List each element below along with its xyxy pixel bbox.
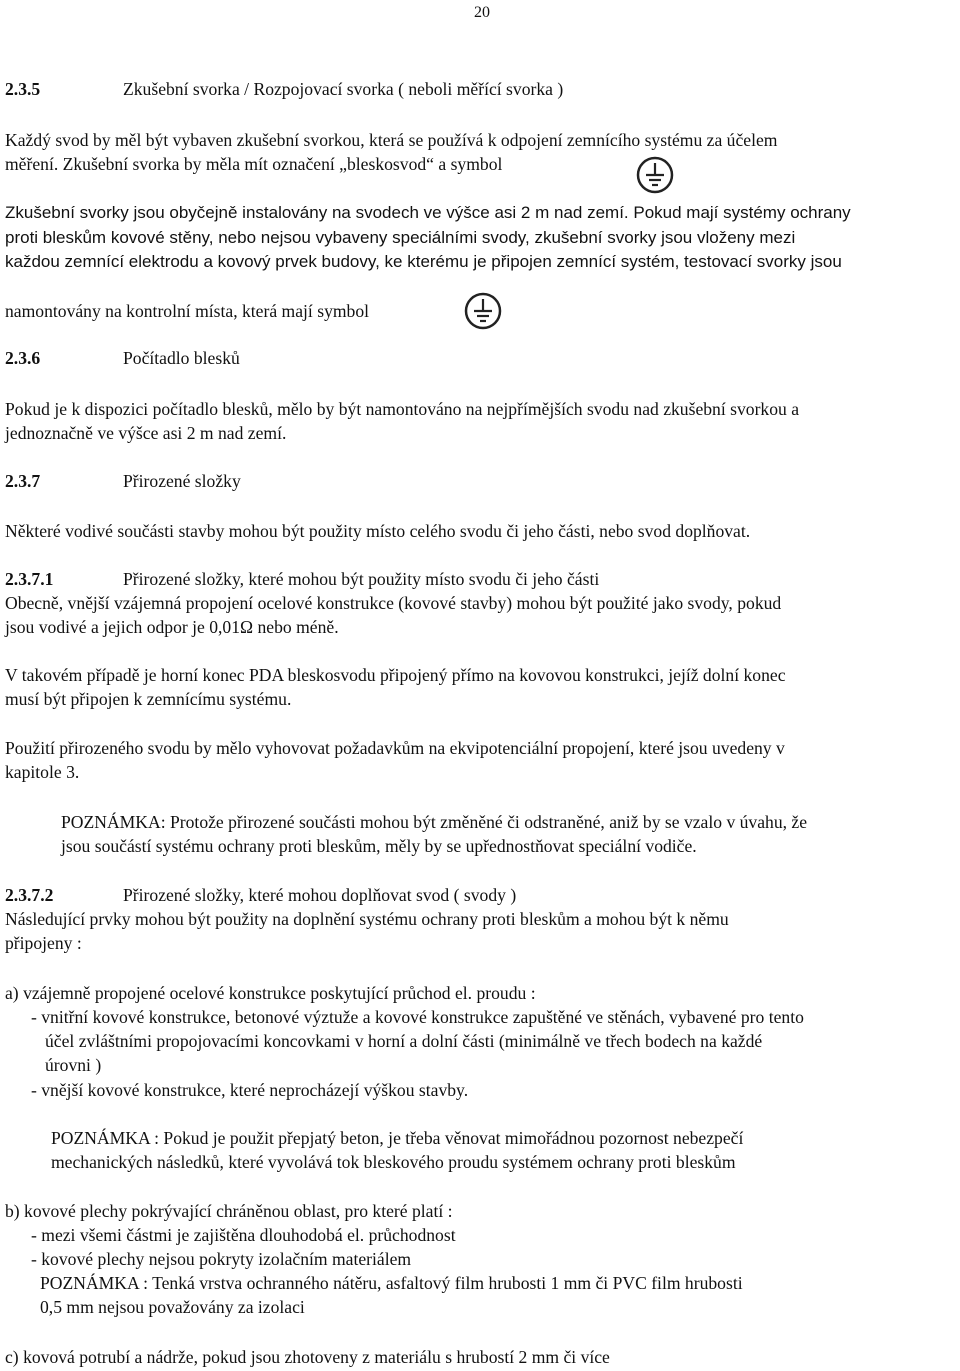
- paragraph-line: jsou vodivé a jejich odpor je 0,01Ω nebo méně.: [5, 617, 339, 637]
- note-line: POZNÁMKA : Tenká vrstva ochranného nátěru, asfaltový film hrubosti 1 mm či PVC film hrubosti: [40, 1273, 743, 1293]
- section-number: 2.3.7.1: [5, 569, 54, 589]
- earth-ground-symbol-icon: [462, 291, 504, 331]
- paragraph-line: kapitole 3.: [5, 762, 80, 782]
- paragraph-line: Každý svod by měl být vybaven zkušební svorkou, která se používá k odpojení zemnícího systému za účelem: [5, 130, 778, 150]
- paragraph-line: měření. Zkušební svorka by měla mít označení „bleskosvod“ a symbol: [5, 154, 503, 174]
- list-subitem: - vnitřní kovové konstrukce, betonové výztuže a kovové konstrukce zapuštěné ve stěnách, vybavené pro tento: [31, 1007, 804, 1027]
- note-line: jsou součástí systému ochrany proti bleskům, měly by se upřednostňovat speciální vodiče.: [61, 836, 697, 856]
- list-subitem: - mezi všemi částmi je zajištěna dlouhodobá el. průchodnost: [31, 1225, 456, 1245]
- note-line: POZNÁMKA : Pokud je použit přepjatý beton, je třeba věnovat mimořádnou pozornost nebezpečí: [51, 1128, 744, 1148]
- paragraph-line: V takovém případě je horní konec PDA bleskosvodu připojený přímo na kovovou konstrukci, jejíž dolní konec: [5, 665, 786, 685]
- paragraph-line: Pokud je k dispozici počítadlo blesků, mělo by být namontováno na nejpřímějších svodu nad zkušební svorkou a: [5, 399, 800, 419]
- page-number: 20: [474, 4, 490, 21]
- list-subitem: účel zvláštními propojovacími koncovkami v horní a dolní části (minimálně ve třech bodech na každé: [45, 1031, 763, 1051]
- section-number: 2.3.7.2: [5, 885, 54, 905]
- section-title: Zkušební svorka / Rozpojovací svorka ( neboli měřící svorka ): [123, 79, 564, 99]
- paragraph-line: Obecně, vnější vzájemná propojení ocelové konstrukce (kovové stavby) mohou být použité jako svody, pokud: [5, 593, 782, 613]
- paragraph-line: připojeny :: [5, 933, 82, 953]
- note-line: 0,5 mm nejsou považovány za izolaci: [40, 1297, 305, 1317]
- section-number: 2.3.6: [5, 348, 41, 368]
- list-subitem: úrovni ): [45, 1055, 102, 1075]
- paragraph-line: musí být připojen k zemnícímu systému.: [5, 689, 292, 709]
- paragraph-line: proti bleskům kovové stěny, nebo nejsou vybaveny speciálními svody, zkušební svorky jsou vloženy mezi: [5, 228, 796, 247]
- section-title: Přirozené složky, které mohou být použity místo svodu či jeho části: [123, 569, 600, 589]
- list-subitem: - vnější kovové konstrukce, které neprocházejí výškou stavby.: [31, 1080, 469, 1100]
- section-number: 2.3.7: [5, 471, 41, 491]
- paragraph-line: jednoznačně ve výšce asi 2 m nad zemí.: [5, 423, 287, 443]
- paragraph-line: každou zemnící elektrodu a kovový prvek budovy, ke kterému je připojen zemnící systém, testovací svorky jsou: [5, 252, 842, 271]
- paragraph-line: namontovány na kontrolní místa, která mají symbol: [5, 301, 370, 321]
- list-item-b: b) kovové plechy pokrývající chráněnou oblast, pro které platí :: [5, 1201, 453, 1221]
- section-title: Počítadlo blesků: [123, 348, 240, 368]
- section-number: 2.3.5: [5, 79, 41, 99]
- paragraph-line: Některé vodivé součásti stavby mohou být použity místo celého svodu či jeho části, nebo svod doplňovat.: [5, 521, 751, 541]
- section-title: Přirozené složky: [123, 471, 241, 491]
- list-item-c: c) kovová potrubí a nádrže, pokud jsou zhotoveny z materiálu s hrubostí 2 mm či více: [5, 1347, 610, 1367]
- list-subitem: - kovové plechy nejsou pokryty izolačním materiálem: [31, 1249, 412, 1269]
- paragraph-line: Zkušební svorky jsou obyčejně instalovány na svodech ve výšce asi 2 m nad zemí. Pokud mají systémy ochrany: [5, 203, 851, 222]
- paragraph-line: Použití přirozeného svodu by mělo vyhovovat požadavkům na ekvipotenciální propojení, které jsou uvedeny v: [5, 738, 785, 758]
- list-item-a: a) vzájemně propojené ocelové konstrukce poskytující průchod el. proudu :: [5, 983, 536, 1003]
- note-line: POZNÁMKA: Protože přirozené součásti mohou být změněné či odstraněné, aniž by se vzalo v úvahu, že: [61, 812, 808, 832]
- note-line: mechanických následků, které vyvolává tok bleskového proudu systémem ochrany proti bleskům: [51, 1152, 736, 1172]
- paragraph-line: Následující prvky mohou být použity na doplnění systému ochrany proti bleskům a mohou být k němu: [5, 909, 729, 929]
- section-title: Přirozené složky, které mohou doplňovat svod ( svody ): [123, 885, 517, 905]
- earth-ground-symbol-icon: [634, 155, 676, 195]
